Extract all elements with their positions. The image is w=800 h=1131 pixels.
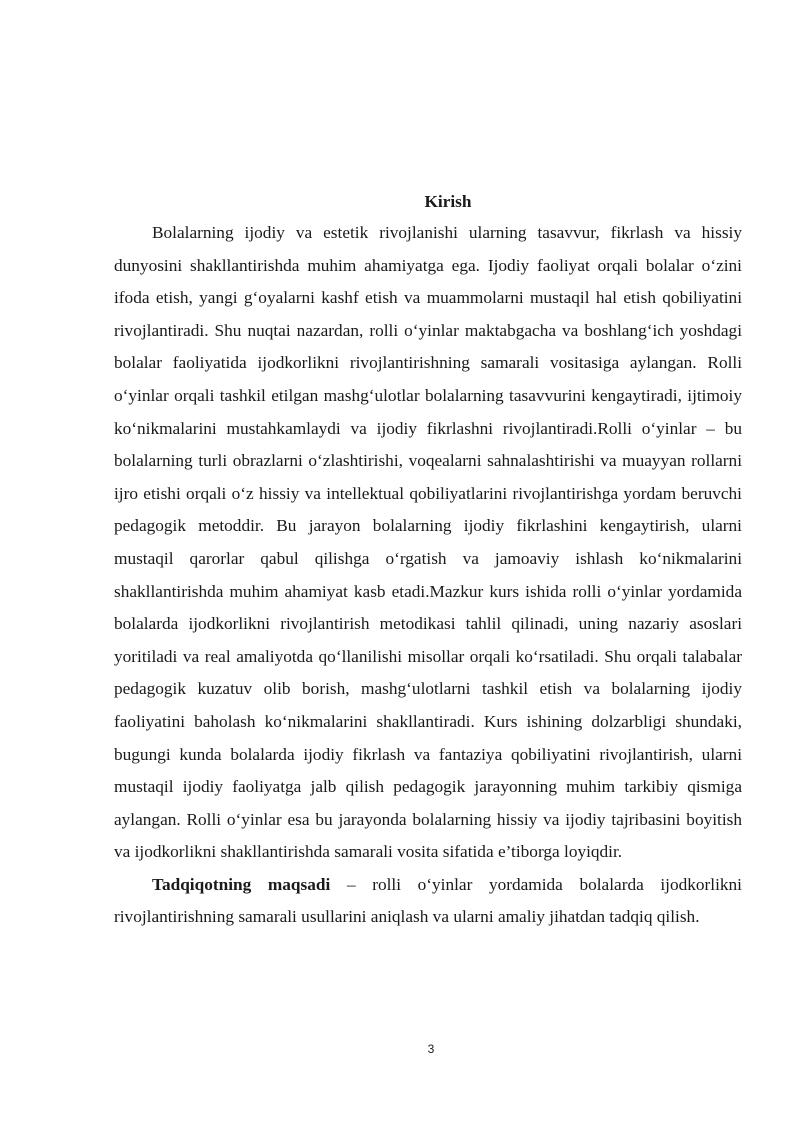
research-goal-label: Tadqiqotning maqsadi [152, 874, 331, 894]
page-number: 3 [427, 1042, 435, 1056]
page-body [114, 187, 742, 934]
section-heading: Kirish [424, 192, 472, 211]
research-goal-paragraph [114, 869, 742, 934]
intro-paragraph: Bolalarning ijodiy va estetik rivojlanishi ularning tasavvur, fikrlash va hissiy dunyosini shakllantirishda muhim ahamiyatga ega. Ijodiy faoliyat orqali bolalar o‘zini ifoda etish, yangi g‘oyalarni kashf etish va muammolarni mustaqil hal etish qobiliyatini rivojlantiradi. Shu nuqtai nazardan, rolli o‘yinlar maktabgacha va boshlang‘ich yoshdagi bolalar faoliyatida ijodkorlikni rivojlantirishning samarali vositasiga aylangan. Rolli o‘yinlar orqali tashkil etilgan mashg‘ulotlar bolalarning tasavvurini kengaytiradi, ijtimoiy ko‘nikmalarini mustahkamlaydi va ijodiy fikrlashni rivojlantiradi.Rolli o‘yinlar – bu bolalarning turli obrazlarni o‘zlashtirishi, voqealarni sahnalashtirishi va muayyan rollarni ijro etishi orqali o‘z hissiy va intellektual qobiliyatlarini rivojlantirishga yordam beruvchi pedagogik metoddir. Bu jarayon bolalarning ijodiy fikrlashini kengaytirish, ularni mustaqil qarorlar qabul qilishga o‘rgatish va jamoaviy ishlash ko‘nikmalarini shakllantirishda muhim ahamiyat kasb etadi.Mazkur kurs ishida rolli o‘yinlar yordamida bolalarda ijodkorlikni rivojlantirish metodikasi tahlil qilinadi, uning nazariy asoslari yoritiladi va real amaliyotda qo‘llanilishi misollar orqali ko‘rsatiladi. Shu orqali talabalar pedagogik kuzatuv olib borish, mashg‘ulotlarni tashkil etish va bolalarning ijodiy faoliyatini baholash ko‘nikmalarini shakllantiradi. Kurs ishining dolzarbligi shundaki, bugungi kunda bolalarda ijodiy fikrlash va fantaziya qobiliyatini rivojlantirish, ularni mustaqil ijodiy faoliyatga jalb qilish pedagogik jarayonning muhim tarkibiy qismiga aylangan. Rolli o‘yinlar esa bu jarayonda bolalarning hissiy va ijodiy tajribasini boyitish va ijodkorlikni shakllantirishda samarali vosita sifatida e’tiborga loyiqdir. [114, 223, 742, 862]
research-goal-text: – rolli o‘yinlar yordamida bolalarda ijodkorlikni rivojlantirishning samarali usullarini aniqlash va ularni amaliy jihatdan tadqiq qilish. [114, 874, 742, 927]
